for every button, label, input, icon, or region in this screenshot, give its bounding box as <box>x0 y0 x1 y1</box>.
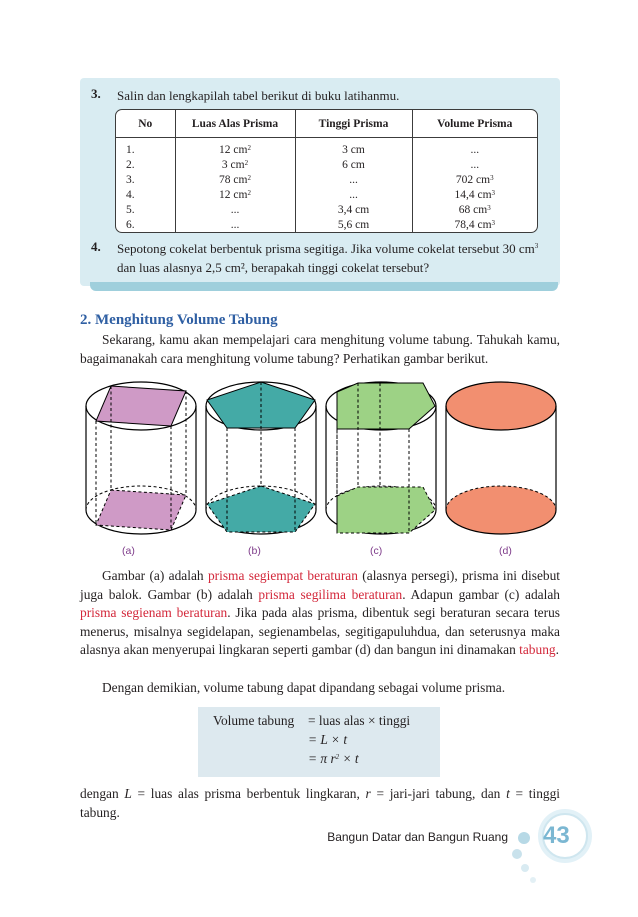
term-square-prism: prisma segiempat beraturan <box>207 568 358 583</box>
unit-exponent: 3 <box>487 204 491 212</box>
formula-line-3 <box>308 750 359 768</box>
term-tabung: tabung <box>519 642 556 658</box>
caption-a: (a) <box>122 545 135 557</box>
pentagon-base-bottom <box>207 486 315 532</box>
cell-no: 6. <box>116 218 175 233</box>
unit-exponent: 3 <box>491 189 496 197</box>
p1-text-1: Gambar (a) adalah <box>102 568 208 583</box>
prism-table <box>115 109 538 233</box>
cell-height: 3 cm <box>295 138 412 159</box>
cell-no: 3. <box>116 173 175 188</box>
cell-base: ... <box>175 203 295 218</box>
unit-exponent: 3 <box>491 219 496 227</box>
cell-no: 1. <box>116 138 175 159</box>
cell-volume-text: 14,4 cm <box>454 189 492 201</box>
question-4-text <box>117 239 557 277</box>
p1-text-4: . Jika pada alas prisma, dibentuk segi beraturan secara terus menerus, misalnya segidelapan, segienambelas, segitigapuluhdua, dan seterusnya maka alasnya akan menyerupai lingkaran seperti gambar (d) dan bangun ini dinamakan <box>80 605 560 658</box>
cell-volume: ... <box>470 144 480 156</box>
term-hexagon-prism: prisma segienam beraturan <box>80 605 228 621</box>
hexagon-base-top <box>337 383 435 429</box>
formula-line-3-a: = π r <box>308 751 336 766</box>
footer-bubbles-decoration <box>505 808 615 893</box>
cell-base <box>175 158 295 173</box>
p1-text-3: . Adapun gambar (c) adalah <box>402 586 560 602</box>
unit-exponent: 3 <box>534 242 539 250</box>
paragraph-explanation <box>80 567 560 660</box>
cell-no: 2. <box>116 158 175 173</box>
question-4-line-1-text: Sepotong cokelat berbentuk prisma segitiga. Jika volume cokelat tersebut 30 cm <box>117 241 535 256</box>
cell-volume-text: 78,4 cm <box>454 219 492 231</box>
p1-text-5: . <box>555 642 559 658</box>
cell-base-text: 12 cm <box>219 144 248 156</box>
footer-chapter-title: Bangun Datar dan Bangun Ruang <box>327 830 508 844</box>
hexagon-base-bottom <box>337 487 435 533</box>
table-row <box>116 173 537 188</box>
exercise-box-shadow <box>90 282 558 291</box>
unit-exponent: 2 <box>247 189 251 197</box>
header-base-area: Luas Alas Prisma <box>175 110 295 138</box>
paragraph-definitions <box>80 785 560 822</box>
cell-base-text: 12 cm <box>219 189 248 201</box>
p3-text-4: = tinggi tabung. <box>80 786 561 820</box>
cell-base <box>175 188 295 203</box>
var-r: r <box>365 786 371 801</box>
p1-text-2: (alasnya persegi), prisma ini disebut juga balok. Gambar (b) adalah <box>80 568 561 602</box>
formula-line-1: = luas alas × tinggi <box>308 713 411 728</box>
square-base-bottom <box>96 490 186 530</box>
cell-height: 6 cm <box>295 158 412 173</box>
cell-height: 5,6 cm <box>295 218 412 233</box>
cylinder-d <box>446 382 556 534</box>
formula-line-3-b: × t <box>339 751 359 766</box>
table-row <box>116 203 537 218</box>
header-height: Tinggi Prisma <box>295 110 412 138</box>
cell-base <box>175 173 295 188</box>
cylinder-a <box>86 382 196 534</box>
question-4-number: 4. <box>91 239 101 254</box>
header-no: No <box>116 110 175 138</box>
cell-no: 4. <box>116 188 175 203</box>
table-row <box>116 188 537 203</box>
caption-d: (d) <box>499 545 512 557</box>
var-L: L <box>124 786 132 801</box>
p3-text-3: = jari-jari tabung, dan <box>370 786 507 801</box>
cell-no: 5. <box>116 203 175 218</box>
cell-volume <box>412 173 537 188</box>
cell-volume <box>412 188 537 203</box>
table-header-row <box>116 110 537 138</box>
cell-base <box>175 138 295 159</box>
unit-exponent: 2 <box>247 144 251 152</box>
cell-height: ... <box>295 173 412 188</box>
cell-base-text: 3 cm <box>221 159 245 171</box>
header-volume: Volume Prisma <box>412 110 537 138</box>
question-3-number: 3. <box>91 86 101 101</box>
cylinder-c <box>326 382 436 534</box>
question-4-line-2: dan luas alasnya 2,5 cm², berapakah tinggi cokelat tersebut? <box>117 260 430 275</box>
term-pentagon-prism: prisma segilima beraturan <box>258 586 403 602</box>
section-intro: Sekarang, kamu akan mempelajari cara menghitung volume tabung. Tahukah kamu, bagaimanakah cara menghitung volume tabung? Perhatikan gambar berikut. <box>80 332 560 366</box>
cell-base-text: 78 cm <box>219 174 248 186</box>
unit-exponent: 3 <box>490 174 494 182</box>
caption-b: (b) <box>248 545 261 557</box>
table-row <box>116 158 537 173</box>
p3-text-1: dengan <box>80 786 125 801</box>
section-title: 2. Menghitung Volume Tabung <box>80 312 278 328</box>
square-base-top <box>96 386 186 426</box>
table-row <box>116 218 537 233</box>
caption-c: (c) <box>370 545 383 557</box>
var-t: t <box>506 786 510 801</box>
page-number: 43 <box>543 822 570 849</box>
unit-exponent: 2 <box>244 159 249 167</box>
question-4-line-1 <box>117 239 557 258</box>
formula-exponent: 2 <box>335 753 340 761</box>
formula-box <box>198 707 440 777</box>
table-row <box>116 138 537 159</box>
question-3-text: Salin dan lengkapilah tabel berikut di buku latihanmu. <box>117 88 400 103</box>
p3-text-2: = luas alas prisma berbentuk lingkaran, <box>131 786 366 801</box>
prism-cylinder-figure <box>75 378 565 548</box>
circle-base-top <box>446 382 556 430</box>
cell-volume: ... <box>470 159 480 171</box>
cell-height: 3,4 cm <box>295 203 412 218</box>
cell-volume <box>412 203 537 218</box>
paragraph-conclusion: Dengan demikian, volume tabung dapat dipandang sebagai volume prisma. <box>102 680 506 695</box>
cell-volume <box>412 218 537 233</box>
formula-line-2: = L × t <box>308 732 348 747</box>
cell-volume-text: 68 cm <box>458 204 488 216</box>
cell-volume-text: 702 cm <box>455 174 491 186</box>
cell-height: ... <box>295 188 412 203</box>
formula-label: Volume tabung <box>213 713 295 728</box>
cylinder-b <box>206 382 316 534</box>
unit-exponent: 2 <box>247 174 251 182</box>
cell-base: ... <box>175 218 295 233</box>
